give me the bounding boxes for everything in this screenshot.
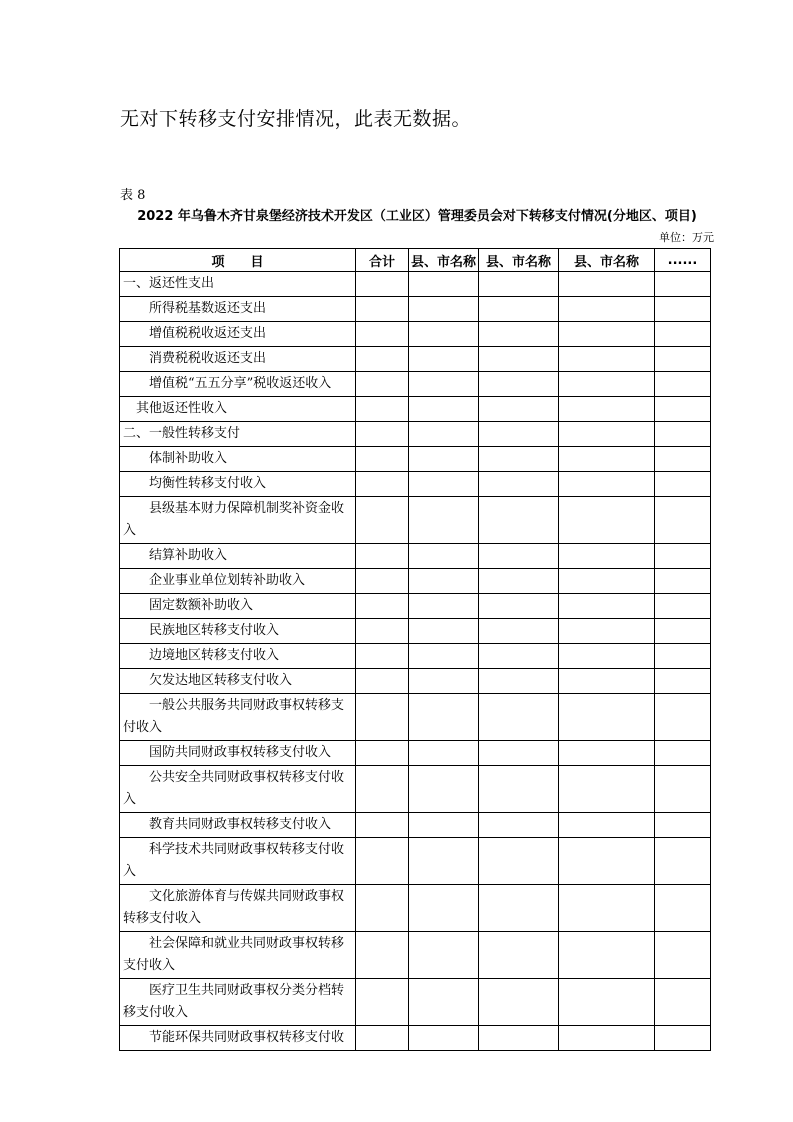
value-cell — [479, 397, 559, 422]
table-row — [120, 397, 711, 422]
value-cell — [559, 569, 655, 594]
value-cell — [559, 497, 655, 544]
header-item: 项 目 — [120, 249, 356, 272]
value-cell — [409, 838, 479, 885]
value-cell — [559, 472, 655, 497]
row-label: 固定数额补助收入 — [120, 594, 356, 619]
row-label: 边境地区转移支付收入 — [120, 644, 356, 669]
row-label: 欠发达地区转移支付收入 — [120, 669, 356, 694]
value-cell — [655, 297, 711, 322]
value-cell — [479, 932, 559, 979]
table-row — [120, 885, 711, 932]
table-row — [120, 813, 711, 838]
value-cell — [479, 694, 559, 741]
value-cell — [655, 813, 711, 838]
value-cell — [655, 322, 711, 347]
value-cell — [559, 619, 655, 644]
value-cell — [356, 397, 409, 422]
value-cell — [356, 885, 409, 932]
row-label: 社会保障和就业共同财政事权转移支付收入 — [120, 932, 356, 979]
row-label: 消费税税收返还支出 — [120, 347, 356, 372]
value-cell — [479, 813, 559, 838]
table-row — [120, 297, 711, 322]
value-cell — [356, 813, 409, 838]
row-label: 增值税税收返还支出 — [120, 322, 356, 347]
value-cell — [409, 272, 479, 297]
value-cell — [655, 669, 711, 694]
value-cell — [559, 272, 655, 297]
table-row — [120, 272, 711, 297]
value-cell — [559, 838, 655, 885]
value-cell — [559, 669, 655, 694]
value-cell — [356, 694, 409, 741]
value-cell — [356, 472, 409, 497]
row-label: 企业事业单位划转补助收入 — [120, 569, 356, 594]
value-cell — [559, 347, 655, 372]
value-cell — [655, 372, 711, 397]
header-more: ...... — [655, 249, 711, 272]
value-cell — [479, 272, 559, 297]
value-cell — [356, 838, 409, 885]
value-cell — [356, 1026, 409, 1051]
value-cell — [655, 397, 711, 422]
value-cell — [559, 594, 655, 619]
value-cell — [409, 569, 479, 594]
value-cell — [559, 372, 655, 397]
value-cell — [479, 372, 559, 397]
value-cell — [655, 447, 711, 472]
value-cell — [655, 472, 711, 497]
value-cell — [409, 422, 479, 447]
row-label: 所得税基数返还支出 — [120, 297, 356, 322]
value-cell — [409, 766, 479, 813]
table-row — [120, 979, 711, 1026]
value-cell — [479, 741, 559, 766]
table-row — [120, 766, 711, 813]
value-cell — [356, 766, 409, 813]
row-label: 民族地区转移支付收入 — [120, 619, 356, 644]
value-cell — [655, 497, 711, 544]
value-cell — [559, 322, 655, 347]
row-label: 县级基本财力保障机制奖补资金收入 — [120, 497, 356, 544]
value-cell — [479, 447, 559, 472]
value-cell — [356, 669, 409, 694]
value-cell — [409, 1026, 479, 1051]
value-cell — [655, 932, 711, 979]
value-cell — [479, 669, 559, 694]
value-cell — [409, 932, 479, 979]
value-cell — [479, 497, 559, 544]
value-cell — [559, 1026, 655, 1051]
value-cell — [409, 297, 479, 322]
value-cell — [409, 619, 479, 644]
table-row — [120, 347, 711, 372]
value-cell — [559, 544, 655, 569]
table-row — [120, 644, 711, 669]
value-cell — [655, 766, 711, 813]
value-cell — [356, 322, 409, 347]
value-cell — [356, 569, 409, 594]
row-label: 公共安全共同财政事权转移支付收入 — [120, 766, 356, 813]
table-row — [120, 619, 711, 644]
value-cell — [479, 619, 559, 644]
row-label: 均衡性转移支付收入 — [120, 472, 356, 497]
value-cell — [559, 397, 655, 422]
value-cell — [356, 644, 409, 669]
value-cell — [655, 594, 711, 619]
value-cell — [655, 272, 711, 297]
table-row — [120, 838, 711, 885]
value-cell — [409, 347, 479, 372]
table-row — [120, 1026, 711, 1051]
value-cell — [479, 644, 559, 669]
value-cell — [356, 447, 409, 472]
value-cell — [559, 694, 655, 741]
value-cell — [479, 766, 559, 813]
value-cell — [356, 979, 409, 1026]
value-cell — [655, 619, 711, 644]
value-cell — [409, 885, 479, 932]
table-title: 2022 年乌鲁木齐甘泉堡经济技术开发区（工业区）管理委员会对下转移支付情况(分地区、项目) — [137, 209, 697, 224]
value-cell — [356, 619, 409, 644]
value-cell — [479, 297, 559, 322]
value-cell — [479, 472, 559, 497]
table-row — [120, 322, 711, 347]
table-row — [120, 472, 711, 497]
table-row — [120, 932, 711, 979]
value-cell — [559, 979, 655, 1026]
table-row — [120, 422, 711, 447]
value-cell — [559, 813, 655, 838]
value-cell — [409, 644, 479, 669]
value-cell — [409, 472, 479, 497]
table-row — [120, 694, 711, 741]
table-row — [120, 594, 711, 619]
value-cell — [356, 544, 409, 569]
value-cell — [356, 497, 409, 544]
row-label: 国防共同财政事权转移支付收入 — [120, 741, 356, 766]
value-cell — [356, 297, 409, 322]
value-cell — [655, 885, 711, 932]
row-label: 其他返还性收入 — [120, 397, 356, 422]
table-row — [120, 447, 711, 472]
value-cell — [655, 694, 711, 741]
value-cell — [409, 544, 479, 569]
value-cell — [655, 544, 711, 569]
value-cell — [409, 813, 479, 838]
row-label: 文化旅游体育与传媒共同财政事权转移支付收入 — [120, 885, 356, 932]
value-cell — [356, 741, 409, 766]
value-cell — [356, 422, 409, 447]
value-cell — [479, 838, 559, 885]
value-cell — [479, 885, 559, 932]
value-cell — [356, 932, 409, 979]
header-county-3: 县、市名称 — [559, 249, 655, 272]
value-cell — [559, 932, 655, 979]
header-county-2: 县、市名称 — [479, 249, 559, 272]
value-cell — [409, 669, 479, 694]
table-row — [120, 497, 711, 544]
row-label: 增值税“五五分享”税收返还收入 — [120, 372, 356, 397]
value-cell — [409, 741, 479, 766]
value-cell — [479, 1026, 559, 1051]
value-cell — [479, 544, 559, 569]
row-label: 教育共同财政事权转移支付收入 — [120, 813, 356, 838]
row-label: 科学技术共同财政事权转移支付收入 — [120, 838, 356, 885]
value-cell — [479, 979, 559, 1026]
value-cell — [409, 594, 479, 619]
value-cell — [655, 1026, 711, 1051]
row-label: 一般公共服务共同财政事权转移支付收入 — [120, 694, 356, 741]
value-cell — [479, 347, 559, 372]
value-cell — [356, 272, 409, 297]
value-cell — [409, 322, 479, 347]
row-label: 体制补助收入 — [120, 447, 356, 472]
table-row — [120, 544, 711, 569]
value-cell — [559, 766, 655, 813]
value-cell — [479, 422, 559, 447]
no-data-notice: 无对下转移支付安排情况，此表无数据。 — [120, 108, 472, 130]
header-county-1: 县、市名称 — [409, 249, 479, 272]
value-cell — [409, 694, 479, 741]
header-total: 合计 — [356, 249, 409, 272]
value-cell — [356, 347, 409, 372]
value-cell — [655, 422, 711, 447]
value-cell — [559, 885, 655, 932]
value-cell — [479, 322, 559, 347]
transfer-payment-table — [119, 248, 711, 1051]
value-cell — [409, 397, 479, 422]
value-cell — [356, 594, 409, 619]
value-cell — [409, 372, 479, 397]
value-cell — [559, 447, 655, 472]
unit-label: 单位：万元 — [659, 231, 714, 244]
table-row — [120, 741, 711, 766]
value-cell — [356, 372, 409, 397]
value-cell — [409, 979, 479, 1026]
value-cell — [559, 644, 655, 669]
value-cell — [655, 741, 711, 766]
table-body — [120, 272, 711, 1051]
value-cell — [655, 347, 711, 372]
value-cell — [655, 569, 711, 594]
table-row — [120, 372, 711, 397]
row-label: 节能环保共同财政事权转移支付收 — [120, 1026, 356, 1051]
value-cell — [409, 447, 479, 472]
row-label: 二、一般性转移支付 — [120, 422, 356, 447]
value-cell — [655, 644, 711, 669]
value-cell — [559, 741, 655, 766]
table-number-label: 表 8 — [120, 188, 146, 203]
row-label: 结算补助收入 — [120, 544, 356, 569]
row-label: 一、返还性支出 — [120, 272, 356, 297]
value-cell — [479, 569, 559, 594]
row-label: 医疗卫生共同财政事权分类分档转移支付收入 — [120, 979, 356, 1026]
value-cell — [409, 497, 479, 544]
table-row — [120, 569, 711, 594]
value-cell — [655, 979, 711, 1026]
table-row — [120, 669, 711, 694]
value-cell — [655, 838, 711, 885]
value-cell — [559, 297, 655, 322]
header-row — [120, 249, 711, 272]
value-cell — [559, 422, 655, 447]
value-cell — [479, 594, 559, 619]
